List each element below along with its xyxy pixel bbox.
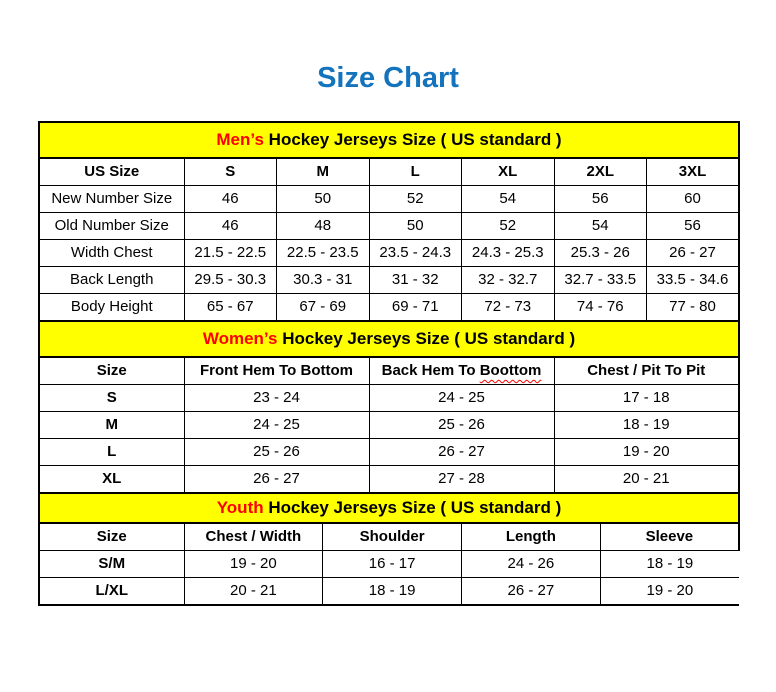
womens-caption-highlight: Women’s bbox=[202, 328, 278, 348]
size-value: 30.3 - 31 bbox=[277, 267, 370, 294]
column-header: Size bbox=[39, 523, 184, 551]
size-value: 60 bbox=[647, 186, 740, 213]
size-value: 20 - 21 bbox=[184, 578, 323, 606]
page-title: Size Chart bbox=[317, 62, 459, 94]
size-value: 52 bbox=[462, 213, 555, 240]
size-value: 67 - 69 bbox=[277, 294, 370, 322]
row-label: S/M bbox=[39, 551, 184, 578]
table-row bbox=[39, 294, 739, 322]
misspelled-word: Boottom bbox=[479, 361, 542, 379]
column-header: Front Hem To Bottom bbox=[184, 357, 369, 385]
table-row bbox=[39, 213, 739, 240]
size-value: 56 bbox=[647, 213, 740, 240]
column-header: Sleeve bbox=[600, 523, 739, 551]
column-header: XL bbox=[462, 158, 555, 186]
size-value: 20 - 21 bbox=[554, 466, 739, 494]
column-header: US Size bbox=[39, 158, 184, 186]
mens-caption-text: Hockey Jerseys Size ( US standard ) bbox=[268, 129, 562, 149]
size-value: 19 - 20 bbox=[184, 551, 323, 578]
size-value: 27 - 28 bbox=[369, 466, 554, 494]
column-header: L bbox=[369, 158, 462, 186]
size-value: 31 - 32 bbox=[369, 267, 462, 294]
column-header: Chest / Pit To Pit bbox=[554, 357, 739, 385]
size-value: 26 - 27 bbox=[369, 439, 554, 466]
size-value: 50 bbox=[277, 186, 370, 213]
size-value: 54 bbox=[462, 186, 555, 213]
size-value: 24 - 25 bbox=[184, 412, 369, 439]
column-header-text: Back Hem To bbox=[381, 361, 480, 379]
size-value: 32.7 - 33.5 bbox=[554, 267, 647, 294]
size-value: 56 bbox=[554, 186, 647, 213]
youth-caption-text: Hockey Jerseys Size ( US standard ) bbox=[268, 497, 562, 517]
womens-caption-text: Hockey Jerseys Size ( US standard ) bbox=[282, 328, 576, 348]
size-value: 50 bbox=[369, 213, 462, 240]
size-value: 25.3 - 26 bbox=[554, 240, 647, 267]
column-header: M bbox=[277, 158, 370, 186]
youth-caption-row bbox=[39, 493, 739, 523]
size-value: 77 - 80 bbox=[647, 294, 740, 322]
row-label: Old Number Size bbox=[39, 213, 184, 240]
womens-size-table bbox=[38, 320, 740, 494]
size-value: 29.5 - 30.3 bbox=[184, 267, 277, 294]
size-value: 24 - 26 bbox=[462, 551, 601, 578]
row-label: Width Chest bbox=[39, 240, 184, 267]
size-value: 46 bbox=[184, 213, 277, 240]
size-value: 72 - 73 bbox=[462, 294, 555, 322]
table-row bbox=[39, 385, 739, 412]
row-label: New Number Size bbox=[39, 186, 184, 213]
size-value: 25 - 26 bbox=[184, 439, 369, 466]
mens-header-row bbox=[39, 158, 739, 186]
size-value: 22.5 - 23.5 bbox=[277, 240, 370, 267]
row-label: Back Length bbox=[39, 267, 184, 294]
youth-size-table bbox=[38, 492, 740, 606]
row-label: S bbox=[39, 385, 184, 412]
row-label: L/XL bbox=[39, 578, 184, 606]
size-value: 23 - 24 bbox=[184, 385, 369, 412]
size-value: 21.5 - 22.5 bbox=[184, 240, 277, 267]
womens-caption-row bbox=[39, 321, 739, 357]
size-value: 33.5 - 34.6 bbox=[647, 267, 740, 294]
size-value: 69 - 71 bbox=[369, 294, 462, 322]
table-row bbox=[39, 267, 739, 294]
size-value: 54 bbox=[554, 213, 647, 240]
size-value: 16 - 17 bbox=[323, 551, 462, 578]
womens-header-row bbox=[39, 357, 739, 385]
column-header: Size bbox=[39, 357, 184, 385]
size-value: 18 - 19 bbox=[600, 551, 739, 578]
youth-caption-highlight: Youth bbox=[216, 497, 264, 517]
table-row bbox=[39, 412, 739, 439]
size-value: 17 - 18 bbox=[554, 385, 739, 412]
mens-size-table bbox=[38, 121, 740, 322]
size-value: 46 bbox=[184, 186, 277, 213]
youth-header-row bbox=[39, 523, 739, 551]
row-label: XL bbox=[39, 466, 184, 494]
size-value: 32 - 32.7 bbox=[462, 267, 555, 294]
tables-container bbox=[38, 121, 740, 606]
size-value: 24.3 - 25.3 bbox=[462, 240, 555, 267]
mens-table-caption bbox=[39, 122, 739, 158]
size-value: 18 - 19 bbox=[323, 578, 462, 606]
size-value: 48 bbox=[277, 213, 370, 240]
size-value: 19 - 20 bbox=[554, 439, 739, 466]
column-header: 2XL bbox=[554, 158, 647, 186]
table-row bbox=[39, 186, 739, 213]
column-header: S bbox=[184, 158, 277, 186]
size-value: 52 bbox=[369, 186, 462, 213]
size-value: 26 - 27 bbox=[462, 578, 601, 606]
column-header: Shoulder bbox=[323, 523, 462, 551]
size-value: 74 - 76 bbox=[554, 294, 647, 322]
size-value: 23.5 - 24.3 bbox=[369, 240, 462, 267]
column-header bbox=[369, 357, 554, 385]
size-value: 19 - 20 bbox=[600, 578, 739, 606]
mens-caption-highlight: Men’s bbox=[216, 129, 264, 149]
size-value: 65 - 67 bbox=[184, 294, 277, 322]
mens-caption-row bbox=[39, 122, 739, 158]
womens-table-caption bbox=[39, 321, 739, 357]
table-row bbox=[39, 466, 739, 494]
row-label: Body Height bbox=[39, 294, 184, 322]
column-header: Length bbox=[462, 523, 601, 551]
size-value: 25 - 26 bbox=[369, 412, 554, 439]
size-value: 18 - 19 bbox=[554, 412, 739, 439]
youth-table-caption bbox=[39, 493, 739, 523]
table-row bbox=[39, 551, 739, 578]
size-value: 26 - 27 bbox=[184, 466, 369, 494]
row-label: M bbox=[39, 412, 184, 439]
table-row bbox=[39, 439, 739, 466]
table-row bbox=[39, 578, 739, 606]
table-row bbox=[39, 240, 739, 267]
row-label: L bbox=[39, 439, 184, 466]
column-header: Chest / Width bbox=[184, 523, 323, 551]
size-value: 24 - 25 bbox=[369, 385, 554, 412]
size-value: 26 - 27 bbox=[647, 240, 740, 267]
column-header: 3XL bbox=[647, 158, 740, 186]
